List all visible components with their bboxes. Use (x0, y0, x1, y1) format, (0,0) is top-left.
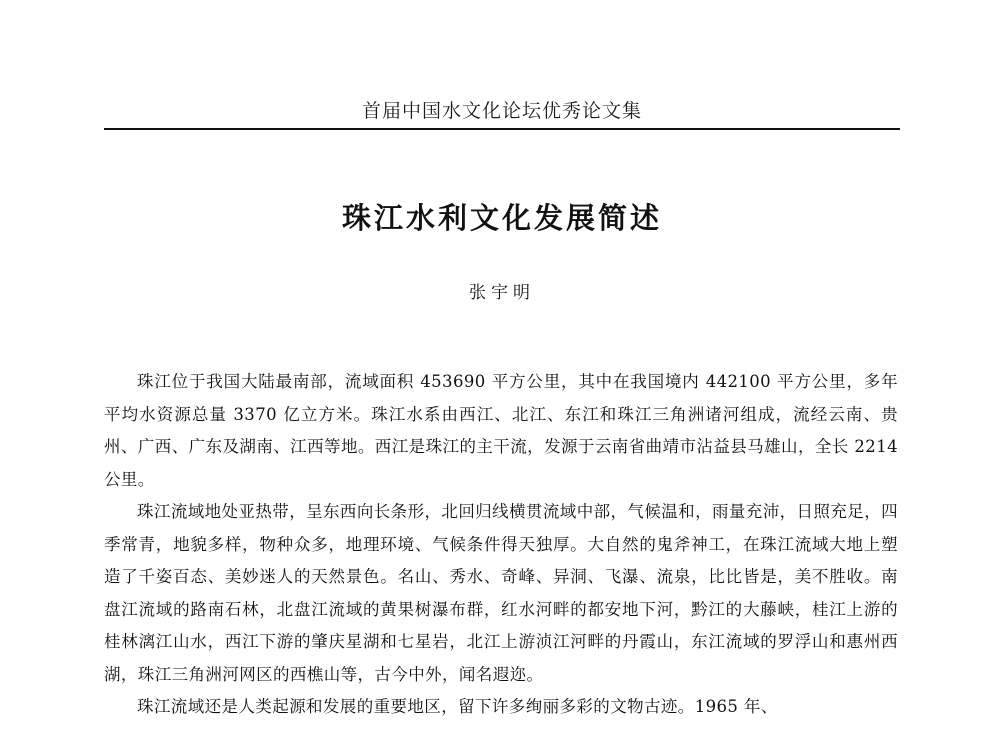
paragraph: 珠江流域还是人类起源和发展的重要地区，留下许多绚丽多彩的文物古迹。1965 年、 (137, 697, 778, 716)
header-rule (104, 128, 900, 130)
author-name: 张宇明 (469, 283, 535, 303)
article-body (104, 366, 898, 724)
article-title: 珠江水利文化发展简述 (341, 201, 662, 235)
paragraph: 珠江流域地处亚热带，呈东西向长条形，北回归线横贯流域中部，气候温和，雨量充沛，日照充足，四季常青，地貌多样，物种众多，地理环境、气候条件得天独厚。大自然的鬼斧神工，在珠江流域大地上塑造了千姿百态、美妙迷人的天然景色。名山、秀水、奇峰、异洞、飞瀑、流泉，比比皆是，美不胜收。南盘江流域的路南石林，北盘江流域的黄果树瀑布群，红水河畔的都安地下河，黔江的大藤峡，桂江上游的桂林漓江山水，西江下游的肇庆星湖和七星岩，北江上游浈江河畔的丹霞山，东江流域的罗浮山和惠州西湖，珠江三角洲河网区的西樵山等，古今中外，闻名遐迩。 (104, 502, 898, 684)
running-header: 首届中国水文化论坛优秀论文集 (361, 100, 642, 122)
paragraph: 珠江位于我国大陆最南部，流域面积 453690 平方公里，其中在我国境内 442100 平方公里，多年平均水资源总量 3370 亿立方米。珠江水系由西江、北江、东江和珠江三角洲诸河组成，流经云南、贵州、广西、广东及湖南、江西等地。西江是珠江的主干流，发源于云南省曲靖市沾益县马雄山，全长 2214 公里。 (104, 372, 898, 489)
